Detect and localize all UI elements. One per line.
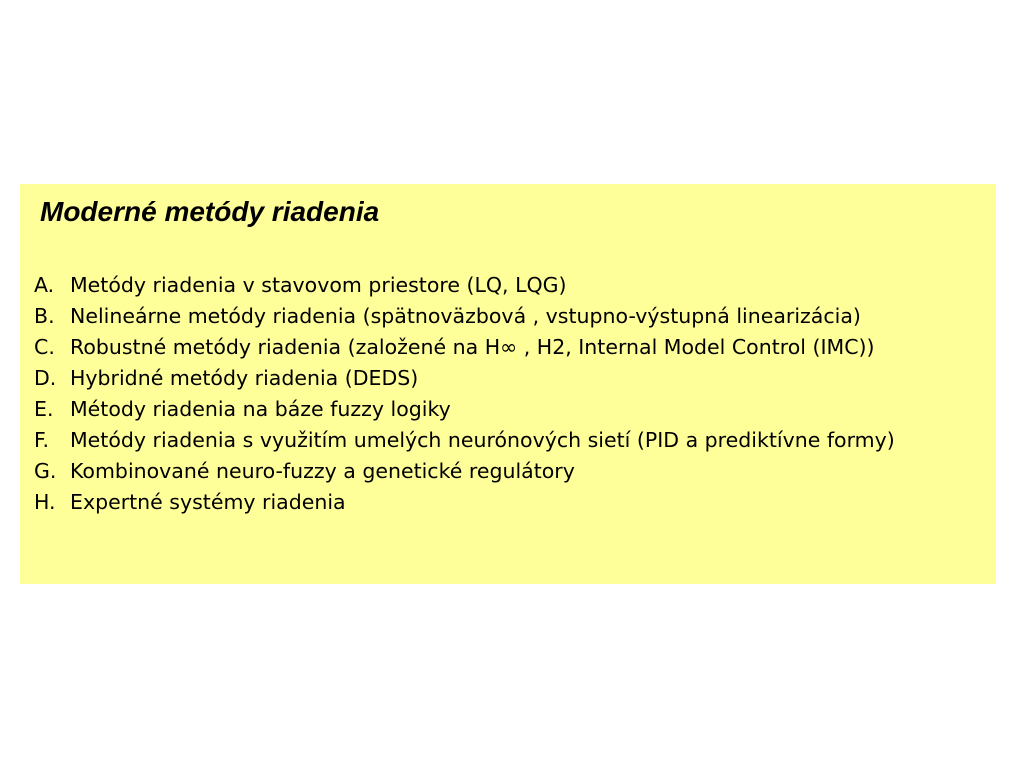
list-item: [34, 332, 982, 363]
list-item-letter: A.: [34, 273, 55, 297]
list-item: [34, 456, 982, 487]
slide-title: Moderné metódy riadenia: [40, 196, 380, 227]
list-item-text: Kombinované neuro-fuzzy a genetické regulátory: [70, 459, 575, 483]
list-item-letter: H.: [34, 490, 56, 514]
list-item-letter: F.: [34, 428, 50, 452]
list-item-letter: G.: [34, 459, 57, 483]
list-item-text: Métody riadenia na báze fuzzy logiky: [70, 397, 451, 421]
list-item-letter: D.: [34, 366, 57, 390]
list-item-text: Metódy riadenia s využitím umelých neurónových sietí (PID a prediktívne formy): [70, 428, 895, 452]
list-item-text: Robustné metódy riadenia (založené na H∞ , H2, Internal Model Control (IMC)): [70, 335, 875, 359]
list-item-text: Expertné systémy riadenia: [70, 490, 346, 514]
list-item-letter: E.: [34, 397, 54, 421]
method-list: [34, 270, 982, 518]
list-item-letter: C.: [34, 335, 55, 359]
list-item: [34, 487, 982, 518]
content-box: [20, 184, 996, 584]
list-item: [34, 363, 982, 394]
list-item: [34, 394, 982, 425]
list-item: [34, 301, 982, 332]
list-item: [34, 425, 982, 456]
list-item-text: Hybridné metódy riadenia (DEDS): [70, 366, 419, 390]
list-item-text: Nelineárne metódy riadenia (spätnoväzbová , vstupno-výstupná linearizácia): [70, 304, 861, 328]
list-item-text: Metódy riadenia v stavovom priestore (LQ, LQG): [70, 273, 567, 297]
list-item-letter: B.: [34, 304, 55, 328]
list-item: [34, 270, 982, 301]
